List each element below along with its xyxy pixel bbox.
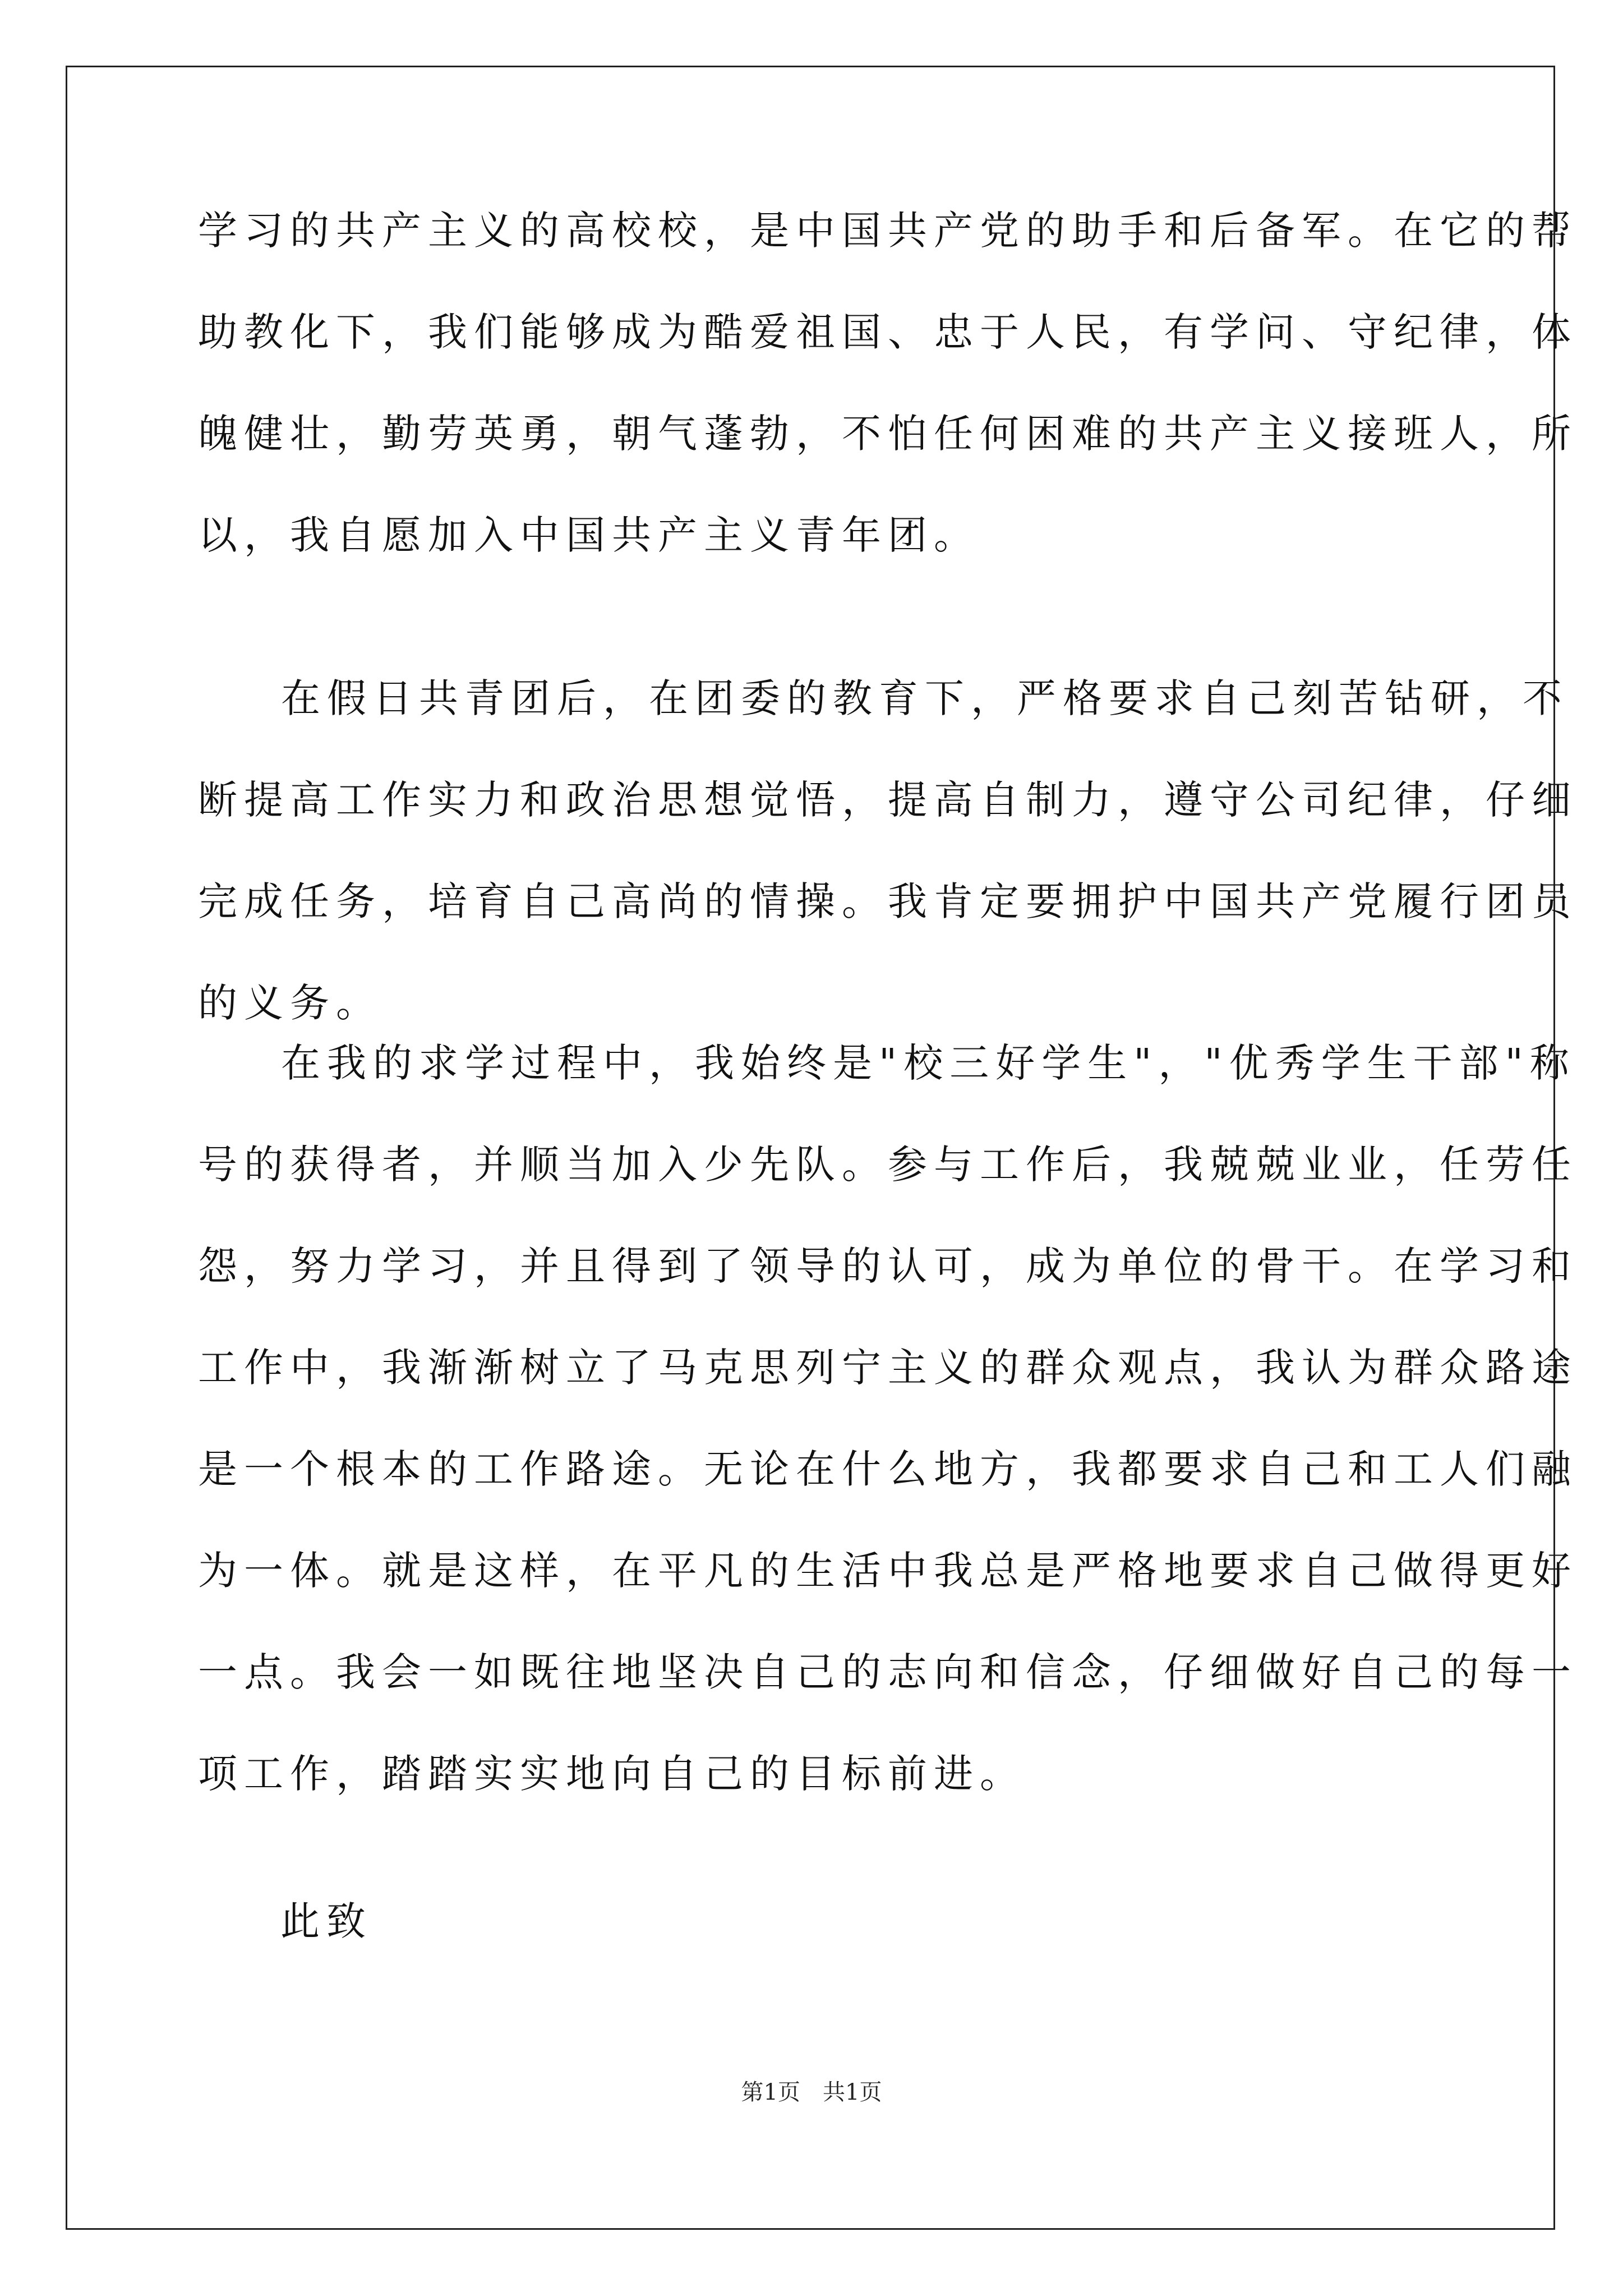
text-line: 断提高工作实力和政治思想觉悟，提高自制力，遵守公司纪律，仔细 bbox=[198, 777, 1578, 823]
document-body bbox=[198, 0, 1578, 1851]
text-line: 为一体。就是这样，在平凡的生活中我总是严格地要求自己做得更好 bbox=[198, 1548, 1578, 1594]
paragraph-1 bbox=[198, 180, 1578, 586]
text-line: 在假日共青团后，在团委的教育下，严格要求自己刻苦钻研，不 bbox=[281, 675, 1569, 721]
page-number-footer: 第1页 共1页 bbox=[741, 2079, 882, 2105]
text-line: 项工作，踏踏实实地向自己的目标前进。 bbox=[198, 1751, 1026, 1797]
text-line: 怨，努力学习，并且得到了领导的认可，成为单位的骨干。在学习和 bbox=[198, 1243, 1578, 1289]
text-line: 以，我自愿加入中国共产主义青年团。 bbox=[198, 512, 980, 558]
text-line: 的义务。 bbox=[198, 980, 382, 1026]
text-line: 助教化下，我们能够成为酷爱祖国、忠于人民，有学问、守纪律，体 bbox=[198, 309, 1578, 355]
paragraph-3 bbox=[198, 1013, 1578, 1825]
text-line: 魄健壮，勤劳英勇，朝气蓬勃，不怕任何困难的共产主义接班人，所 bbox=[198, 411, 1578, 457]
paragraph-2 bbox=[198, 648, 1578, 1054]
text-line: 是一个根本的工作路途。无论在什么地方，我都要求自己和工人们融 bbox=[198, 1446, 1578, 1492]
text-line: 工作中，我渐渐树立了马克思列宁主义的群众观点，我认为群众路途 bbox=[198, 1345, 1578, 1391]
closing-salutation: 此致 bbox=[280, 1898, 372, 1944]
text-line: 学习的共产主义的高校校，是中国共产党的助手和后备军。在它的帮 bbox=[198, 208, 1578, 254]
text-line: 号的获得者，并顺当加入少先队。参与工作后，我兢兢业业，任劳任 bbox=[198, 1142, 1578, 1188]
text-line: 在我的求学过程中，我始终是"校三好学生"，"优秀学生干部"称 bbox=[281, 1040, 1576, 1086]
text-line: 完成任务，培育自己高尚的情操。我肯定要拥护中国共产党履行团员 bbox=[198, 878, 1578, 924]
text-line: 一点。我会一如既往地坚决自己的志向和信念，仔细做好自己的每一 bbox=[198, 1649, 1578, 1695]
